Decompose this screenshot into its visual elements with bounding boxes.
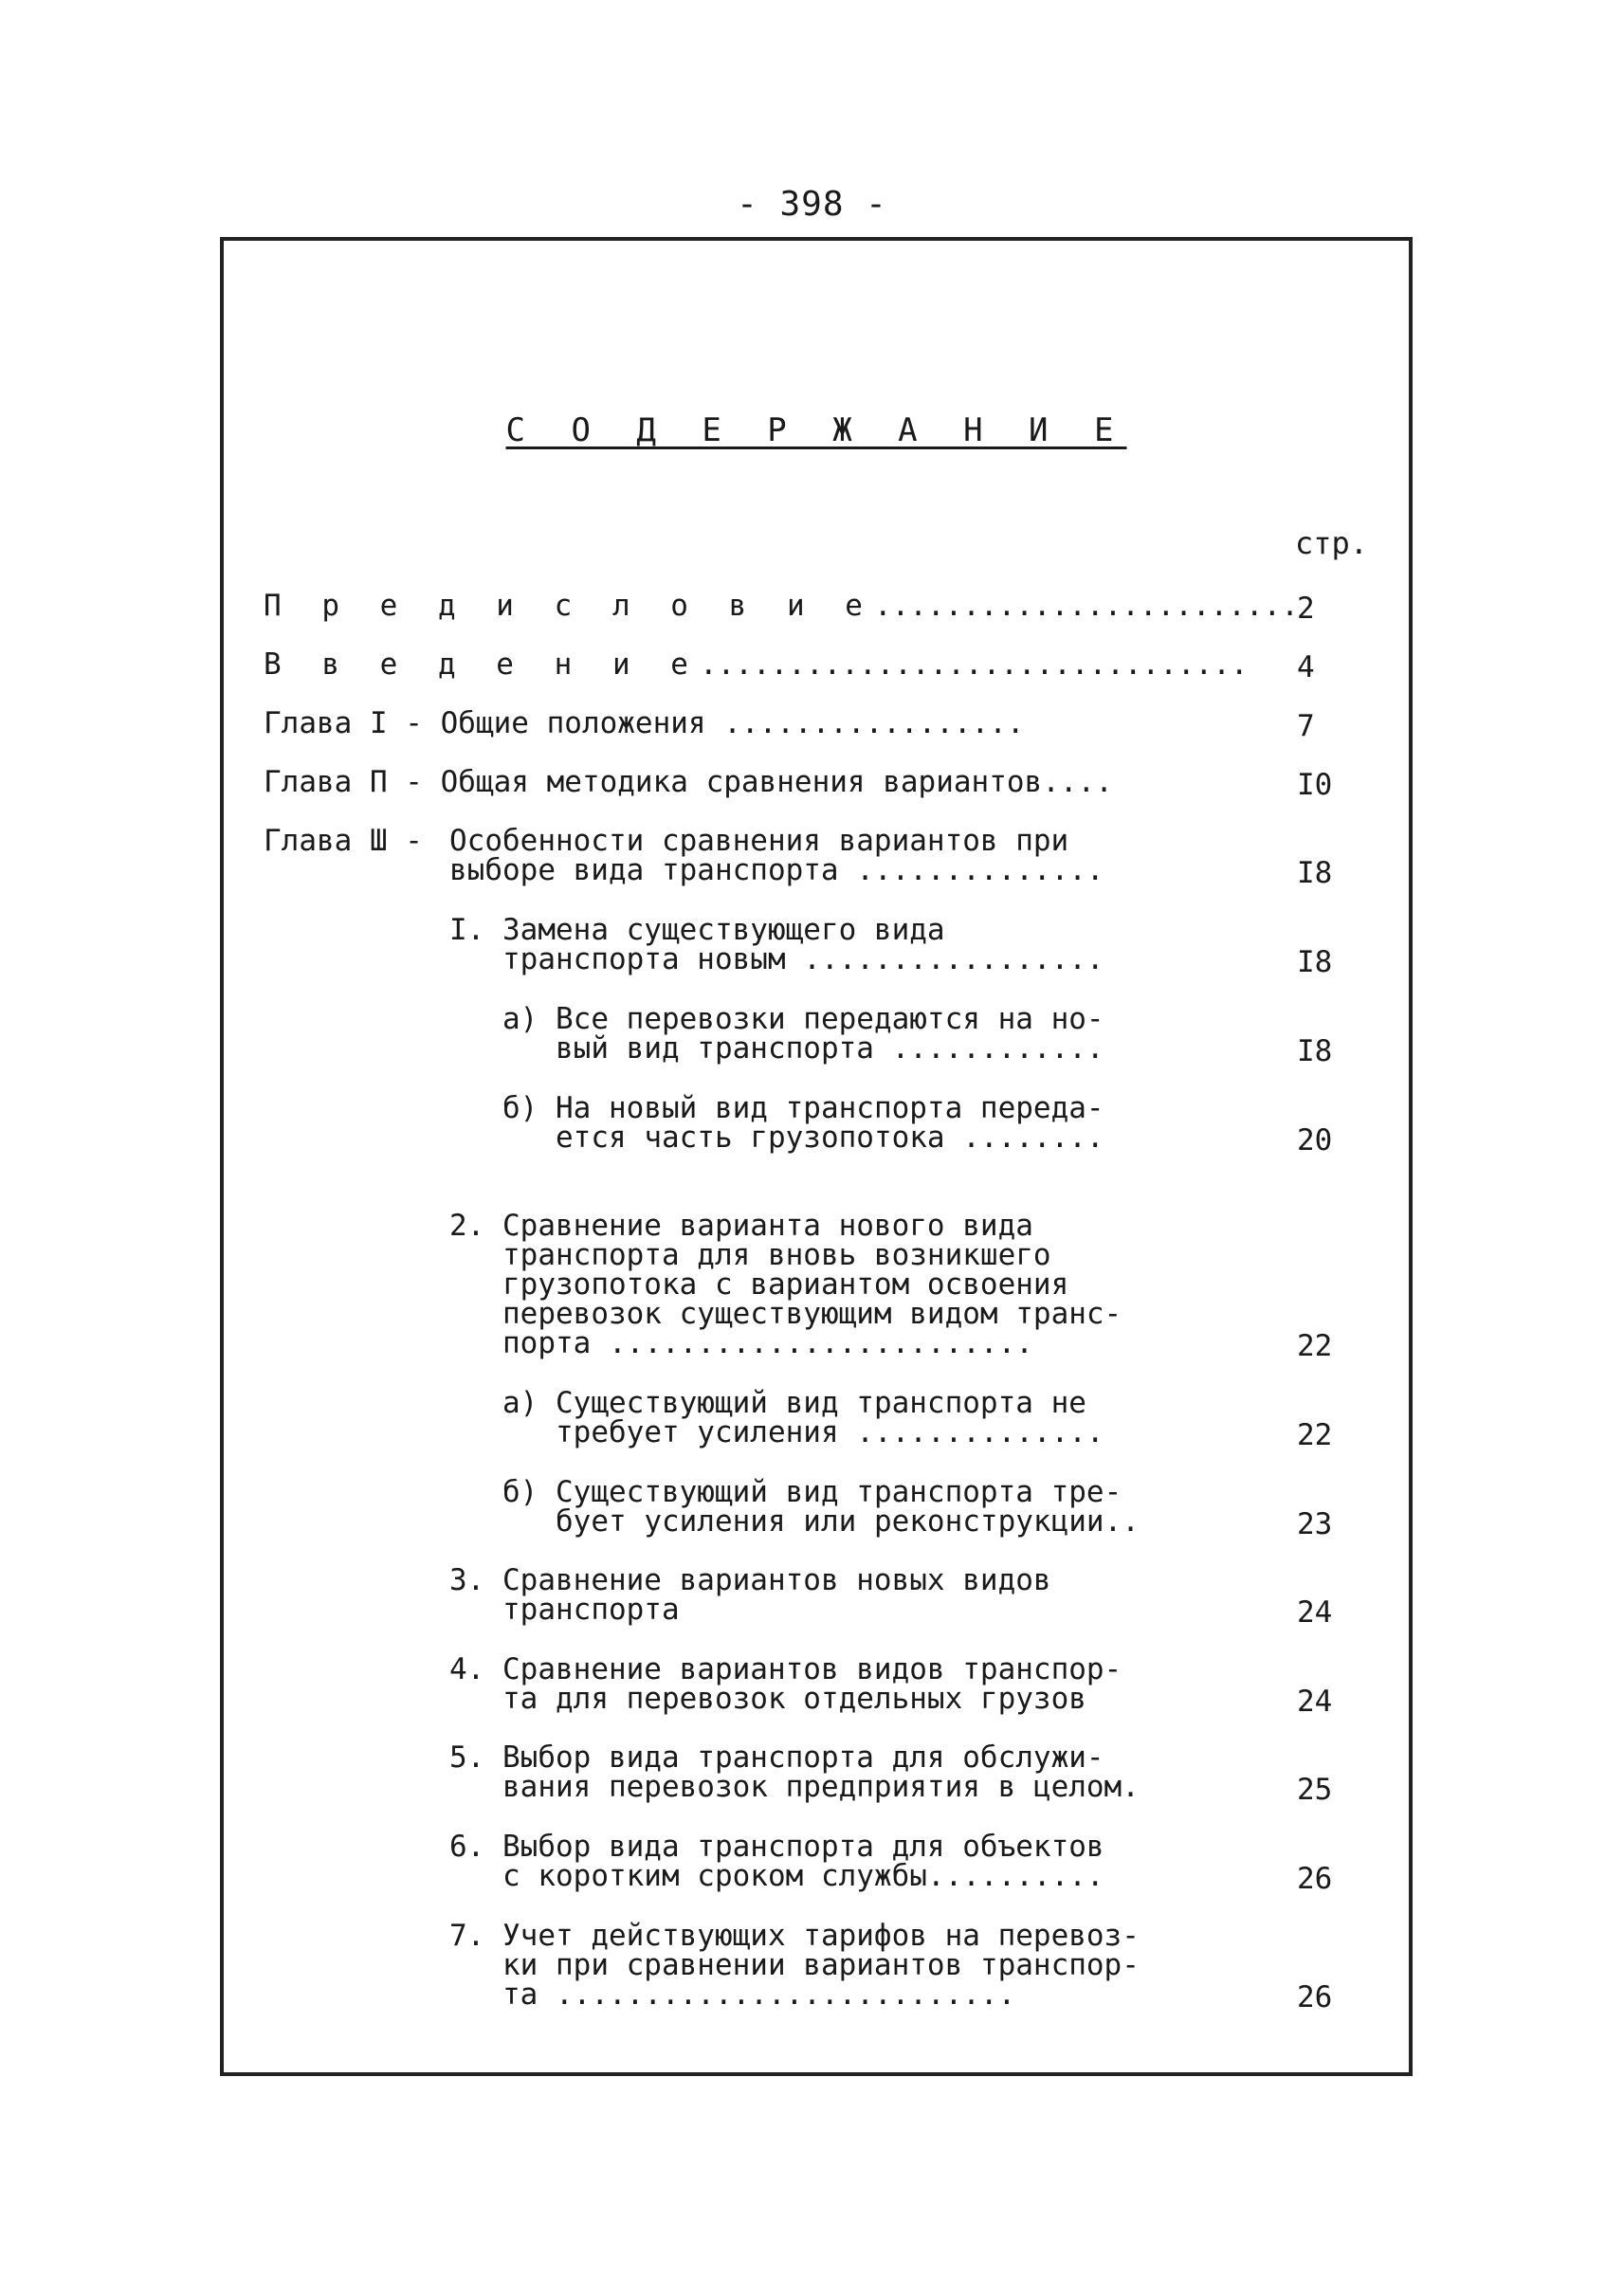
toc-entry-section-1b[interactable] bbox=[502, 1091, 1104, 1155]
toc-page-number: 24 bbox=[1297, 1595, 1333, 1630]
entry-line: Выбор вида транспорта для обслужи- bbox=[502, 1740, 1104, 1775]
toc-entry-chapter-3-text bbox=[449, 824, 1104, 887]
leader-dots: .............. bbox=[856, 853, 1104, 887]
leader-dots: .............. bbox=[856, 1415, 1104, 1449]
entry-line: ки при сравнении вариантов транспор- bbox=[502, 1948, 1140, 1982]
toc-entry-chapter-3[interactable] bbox=[264, 824, 423, 858]
toc-page-number: 25 bbox=[1297, 1773, 1333, 1807]
toc-entry-preface[interactable] bbox=[264, 589, 1299, 623]
toc-title: С О Д Е Р Ж А Н И Е bbox=[505, 411, 1127, 449]
toc-page-number: 23 bbox=[1297, 1507, 1333, 1541]
entry-line: транспорта новым bbox=[502, 942, 786, 976]
entry-prefix: Глава Ш - bbox=[264, 824, 423, 858]
entry-number: 5. bbox=[449, 1740, 485, 1775]
leader-dots: ................. bbox=[723, 706, 1025, 740]
leader-dots: .......... bbox=[926, 1859, 1104, 1893]
toc-page-number: I8 bbox=[1297, 1034, 1333, 1068]
entry-label: Глава I - Общие положения bbox=[264, 706, 706, 740]
toc-entry-section-7[interactable] bbox=[449, 1919, 1140, 2012]
entry-line: Существующий вид транспорта не bbox=[556, 1386, 1086, 1420]
entry-line: Выбор вида транспорта для объектов bbox=[502, 1830, 1104, 1864]
entry-line: Сравнение вариантов новых видов bbox=[502, 1563, 1051, 1597]
entry-line: перевозок существующим видом транс- bbox=[502, 1297, 1122, 1331]
toc-page-number: 2 bbox=[1297, 592, 1315, 626]
toc-entry-chapter-1[interactable] bbox=[264, 706, 1025, 740]
entry-line: Учет действующих тарифов на перевоз- bbox=[502, 1919, 1140, 1953]
entry-label: В в е д е н и е bbox=[264, 647, 700, 682]
toc-page-number: 24 bbox=[1297, 1685, 1333, 1719]
entry-line: транспорта для вновь возникшего bbox=[502, 1238, 1051, 1272]
entry-line: вый вид транспорта bbox=[556, 1031, 874, 1066]
entry-line: Сравнение варианта нового вида bbox=[502, 1209, 1033, 1243]
toc-entry-section-4[interactable] bbox=[449, 1652, 1122, 1716]
entry-line: та bbox=[502, 1977, 538, 2012]
entry-line: Сравнение вариантов видов транспор- bbox=[502, 1652, 1122, 1686]
leader-dots: .. bbox=[1104, 1504, 1140, 1539]
entry-number: 3. bbox=[449, 1563, 485, 1597]
entry-number: б) bbox=[502, 1091, 538, 1125]
entry-line: бует усиления или реконструкции bbox=[556, 1504, 1104, 1539]
toc-entry-section-2a[interactable] bbox=[502, 1386, 1104, 1449]
entry-line: Замена существующего вида bbox=[502, 913, 945, 947]
entry-line: На новый вид транспорта переда- bbox=[556, 1091, 1104, 1125]
entry-line: Особенности сравнения вариантов при bbox=[449, 824, 1069, 858]
leader-dots: ........................ bbox=[873, 589, 1299, 623]
leader-dots: .......................... bbox=[556, 1977, 1016, 2012]
toc-entry-section-6[interactable] bbox=[449, 1832, 1104, 1891]
toc-entry-section-1[interactable] bbox=[449, 913, 1104, 976]
entry-number: 4. bbox=[449, 1652, 485, 1686]
leader-dots: ........ bbox=[962, 1121, 1104, 1155]
toc-page-number: 22 bbox=[1297, 1418, 1333, 1452]
leader-dots: ............ bbox=[891, 1031, 1104, 1066]
toc-entry-section-5[interactable] bbox=[449, 1740, 1140, 1804]
entry-line: требует усиления bbox=[556, 1415, 839, 1449]
entry-number: а) bbox=[502, 1002, 538, 1036]
entry-line: Существующий вид транспорта тре- bbox=[556, 1475, 1122, 1509]
page-column-header: стр. bbox=[1295, 525, 1369, 561]
toc-page-number: 20 bbox=[1297, 1123, 1333, 1157]
toc-page-number: 26 bbox=[1297, 1862, 1333, 1896]
toc-page-number: 7 bbox=[1297, 709, 1315, 743]
entry-line: грузопотока с вариантом освоения bbox=[502, 1267, 1069, 1302]
leader-dots: ................. bbox=[803, 942, 1104, 976]
toc-page-number: 4 bbox=[1297, 650, 1315, 684]
toc-page-number: I8 bbox=[1297, 945, 1333, 979]
toc-entry-section-3[interactable] bbox=[449, 1563, 1051, 1627]
entry-line: с коротким сроком службы bbox=[502, 1859, 927, 1893]
entry-line: порта bbox=[502, 1326, 592, 1360]
entry-line: выборе вида транспорта bbox=[449, 853, 839, 887]
toc-entry-section-1a[interactable] bbox=[502, 1002, 1104, 1066]
toc-page-number: I8 bbox=[1297, 856, 1333, 890]
entry-number: 2. bbox=[449, 1209, 485, 1243]
leader-dots: ............................... bbox=[699, 647, 1249, 682]
entry-line: транспорта bbox=[502, 1593, 680, 1627]
leader-dots: .... bbox=[1042, 765, 1113, 799]
content-frame bbox=[220, 237, 1413, 2076]
toc-entry-section-2b[interactable] bbox=[502, 1475, 1140, 1539]
entry-number: 7. bbox=[449, 1919, 485, 1953]
entry-label: П р е д и с л о в и е bbox=[264, 589, 874, 623]
entry-number: б) bbox=[502, 1475, 538, 1509]
page-number: - 398 - bbox=[737, 185, 887, 224]
entry-line: Все перевозки передаются на но- bbox=[556, 1002, 1104, 1036]
leader-dots: ........................ bbox=[609, 1326, 1033, 1360]
entry-number: 6. bbox=[449, 1830, 485, 1864]
entry-line: вания перевозок предприятия в целом. bbox=[502, 1770, 1140, 1804]
toc-entry-introduction[interactable] bbox=[264, 647, 1249, 682]
entry-label: Глава П - Общая методика сравнения вариантов bbox=[264, 765, 1043, 799]
entry-line: ется часть грузопотока bbox=[556, 1121, 945, 1155]
toc-entry-chapter-2[interactable] bbox=[264, 765, 1113, 799]
toc-page-number: I0 bbox=[1297, 768, 1333, 802]
entry-number: а) bbox=[502, 1386, 538, 1420]
toc-entry-section-2[interactable] bbox=[449, 1209, 1122, 1360]
toc-page-number: 22 bbox=[1297, 1329, 1333, 1363]
toc-page-number: 26 bbox=[1297, 1980, 1333, 2014]
entry-line: та для перевозок отдельных грузов bbox=[502, 1682, 1086, 1716]
entry-number: I. bbox=[449, 913, 485, 947]
